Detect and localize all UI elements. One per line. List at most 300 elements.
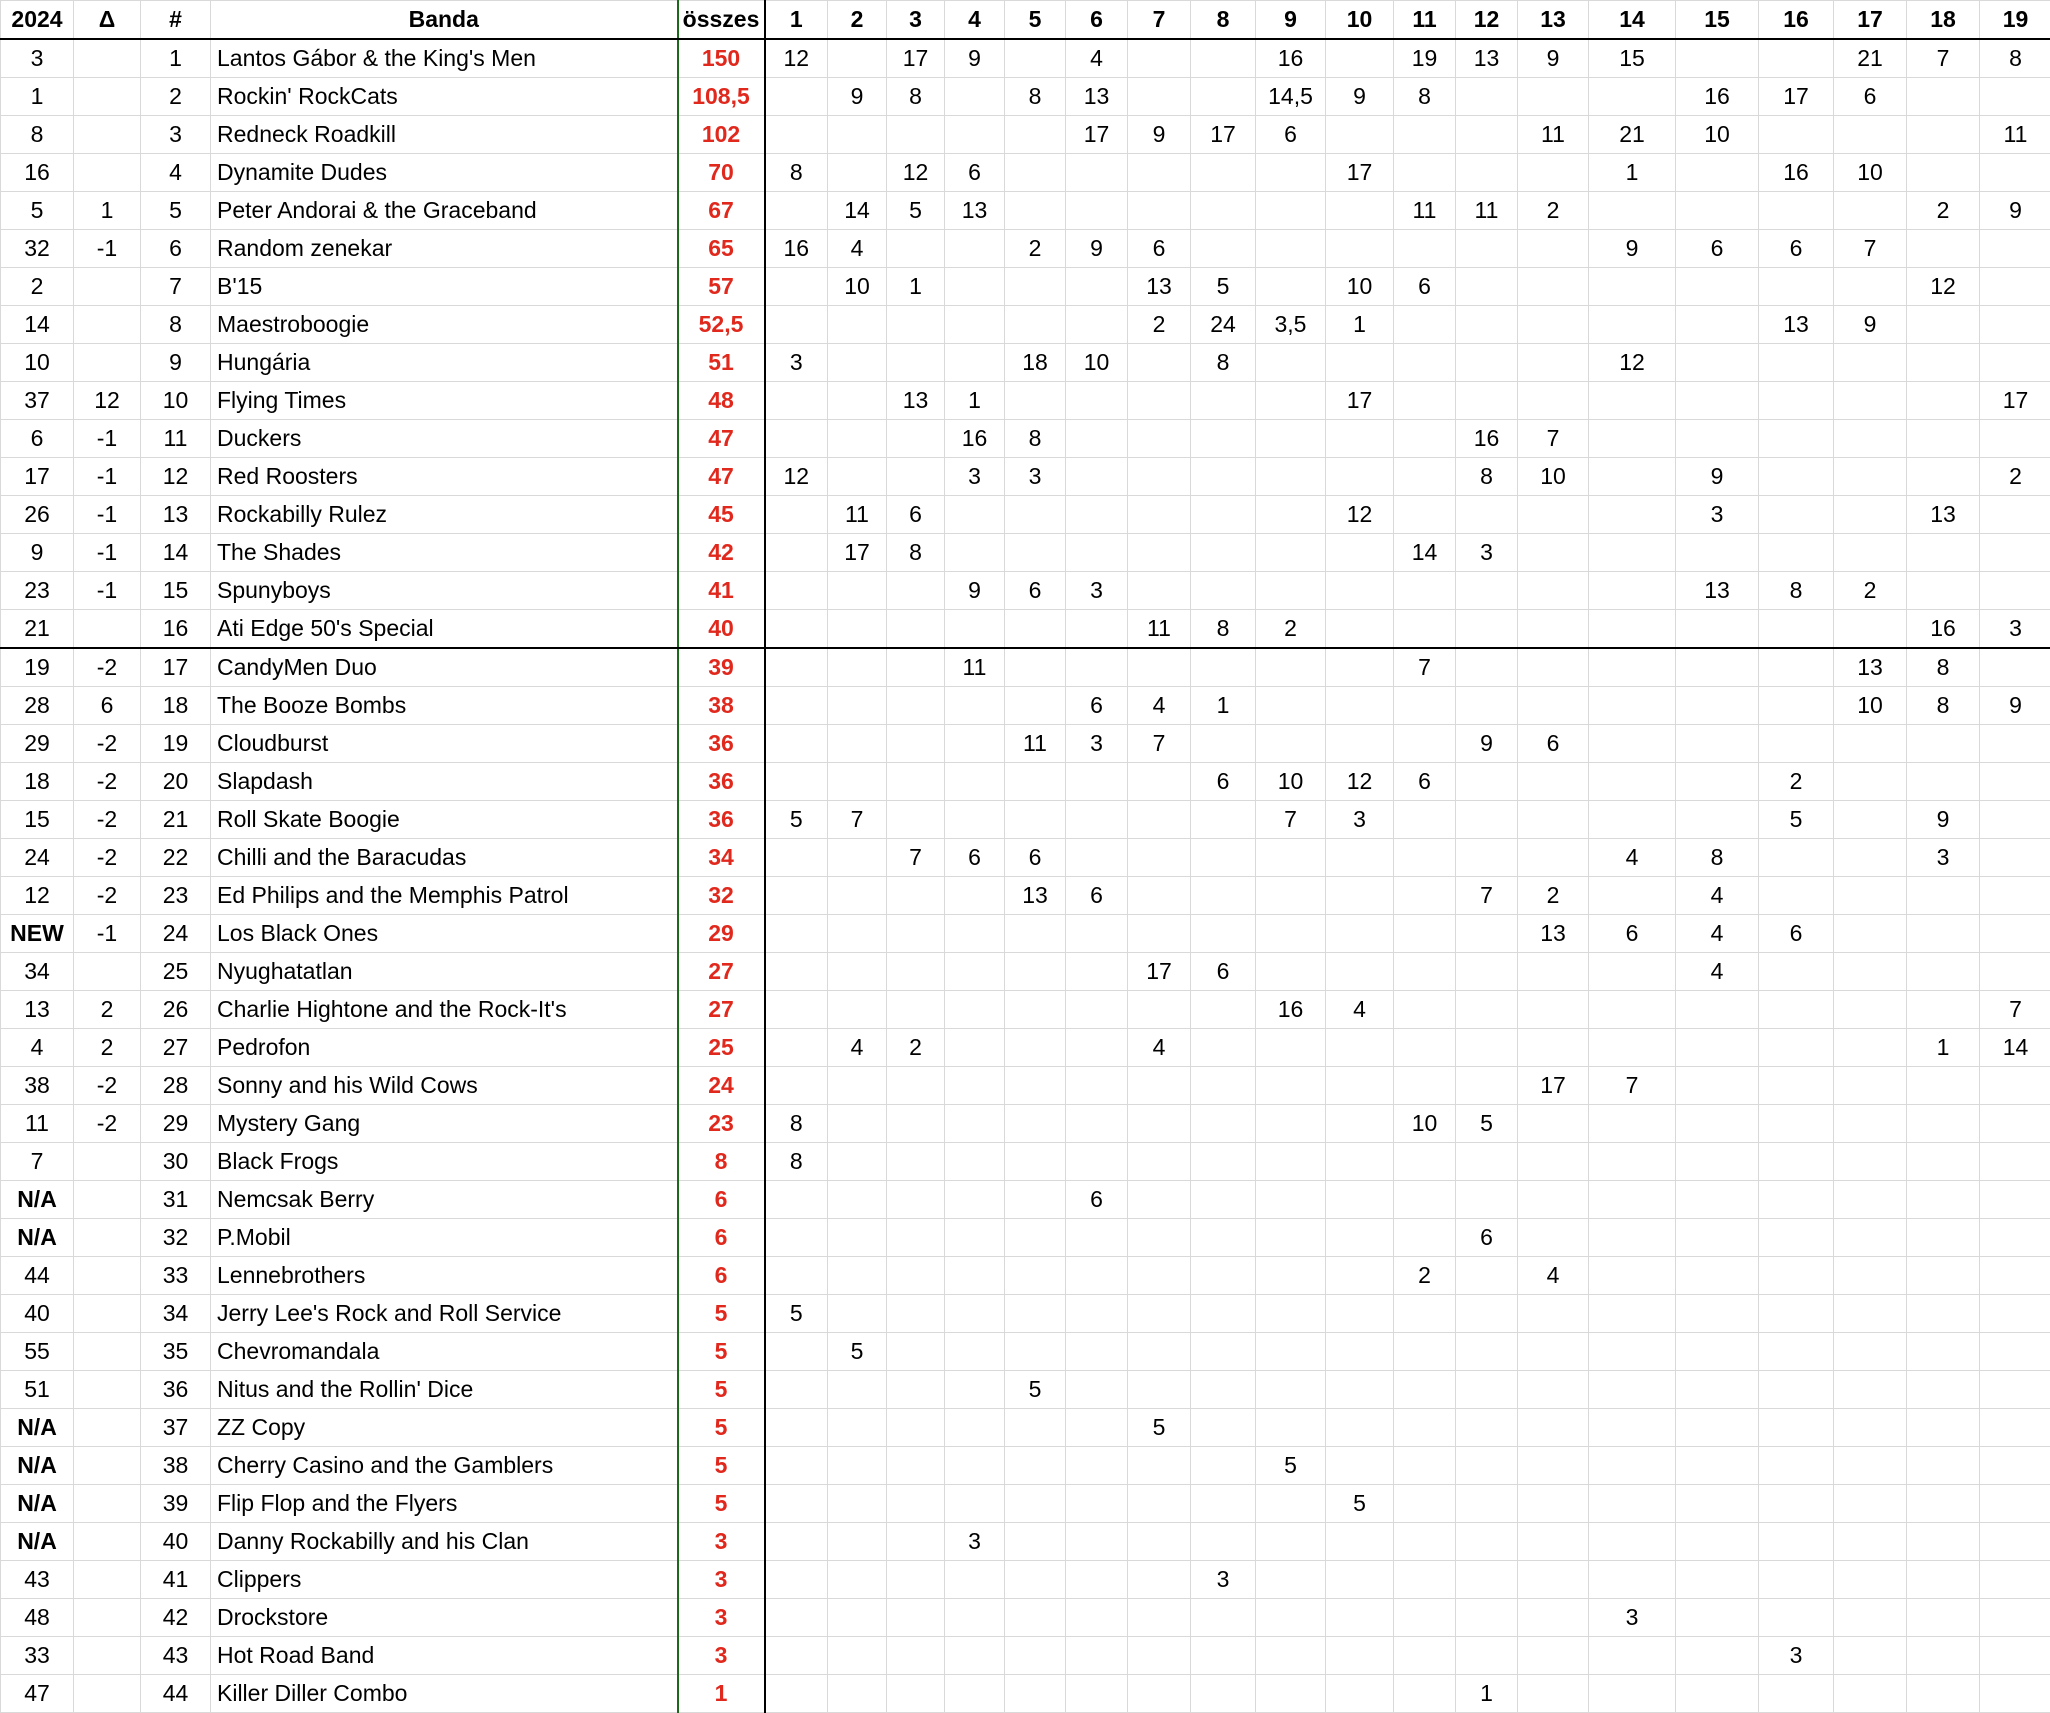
cell-week-1[interactable]	[765, 839, 828, 877]
cell-week-19[interactable]: 17	[1980, 382, 2050, 420]
cell-week-18[interactable]	[1907, 1371, 1980, 1409]
cell-week-6[interactable]	[1066, 1257, 1128, 1295]
cell-total[interactable]: 47	[678, 458, 765, 496]
cell-year[interactable]: NEW	[1, 915, 74, 953]
cell-week-8[interactable]	[1191, 496, 1256, 534]
cell-week-10[interactable]: 9	[1326, 78, 1394, 116]
cell-total[interactable]: 41	[678, 572, 765, 610]
cell-week-19[interactable]	[1980, 1599, 2050, 1637]
cell-week-11[interactable]	[1394, 877, 1456, 915]
cell-week-19[interactable]: 2	[1980, 458, 2050, 496]
cell-week-13[interactable]	[1518, 1029, 1589, 1067]
cell-week-19[interactable]	[1980, 877, 2050, 915]
cell-week-15[interactable]	[1676, 1675, 1759, 1713]
cell-week-10[interactable]	[1326, 610, 1394, 649]
cell-week-13[interactable]	[1518, 1561, 1589, 1599]
cell-total[interactable]: 3	[678, 1637, 765, 1675]
cell-year[interactable]: 40	[1, 1295, 74, 1333]
cell-delta[interactable]: -1	[74, 572, 141, 610]
cell-year[interactable]: N/A	[1, 1447, 74, 1485]
cell-week-9[interactable]	[1256, 1257, 1326, 1295]
cell-week-2[interactable]	[828, 154, 887, 192]
cell-week-13[interactable]	[1518, 1409, 1589, 1447]
cell-week-17[interactable]	[1834, 344, 1907, 382]
cell-week-1[interactable]	[765, 116, 828, 154]
cell-week-2[interactable]	[828, 382, 887, 420]
cell-week-11[interactable]	[1394, 458, 1456, 496]
cell-week-15[interactable]: 4	[1676, 915, 1759, 953]
cell-band[interactable]: Black Frogs	[211, 1143, 678, 1181]
cell-week-17[interactable]	[1834, 1675, 1907, 1713]
cell-week-11[interactable]	[1394, 1599, 1456, 1637]
cell-week-2[interactable]	[828, 1181, 887, 1219]
cell-week-18[interactable]: 8	[1907, 648, 1980, 687]
cell-week-14[interactable]: 3	[1589, 1599, 1676, 1637]
cell-week-16[interactable]	[1759, 1523, 1834, 1561]
cell-week-4[interactable]: 13	[945, 192, 1005, 230]
cell-week-2[interactable]: 10	[828, 268, 887, 306]
cell-week-7[interactable]	[1128, 1599, 1191, 1637]
cell-week-19[interactable]: 11	[1980, 116, 2050, 154]
cell-week-11[interactable]	[1394, 1675, 1456, 1713]
cell-week-9[interactable]	[1256, 687, 1326, 725]
cell-week-3[interactable]: 2	[887, 1029, 945, 1067]
cell-week-19[interactable]	[1980, 1257, 2050, 1295]
cell-week-9[interactable]	[1256, 1599, 1326, 1637]
cell-week-9[interactable]	[1256, 496, 1326, 534]
cell-week-17[interactable]: 2	[1834, 572, 1907, 610]
cell-week-3[interactable]	[887, 915, 945, 953]
cell-week-7[interactable]: 9	[1128, 116, 1191, 154]
cell-week-14[interactable]	[1589, 610, 1676, 649]
cell-week-2[interactable]	[828, 1219, 887, 1257]
cell-week-3[interactable]	[887, 1295, 945, 1333]
cell-week-11[interactable]: 11	[1394, 192, 1456, 230]
cell-total[interactable]: 36	[678, 725, 765, 763]
cell-week-7[interactable]	[1128, 458, 1191, 496]
cell-total[interactable]: 42	[678, 534, 765, 572]
cell-week-5[interactable]	[1005, 1029, 1066, 1067]
cell-week-1[interactable]	[765, 1561, 828, 1599]
cell-week-4[interactable]	[945, 687, 1005, 725]
cell-delta[interactable]	[74, 610, 141, 649]
cell-week-9[interactable]	[1256, 230, 1326, 268]
cell-delta[interactable]	[74, 344, 141, 382]
cell-week-6[interactable]: 6	[1066, 687, 1128, 725]
cell-week-19[interactable]	[1980, 1295, 2050, 1333]
cell-week-17[interactable]	[1834, 1447, 1907, 1485]
cell-rank[interactable]: 19	[141, 725, 211, 763]
cell-week-12[interactable]	[1456, 1333, 1518, 1371]
cell-week-15[interactable]: 13	[1676, 572, 1759, 610]
cell-week-9[interactable]	[1256, 1067, 1326, 1105]
cell-week-1[interactable]	[765, 1637, 828, 1675]
cell-week-17[interactable]	[1834, 116, 1907, 154]
cell-week-6[interactable]	[1066, 306, 1128, 344]
cell-week-13[interactable]	[1518, 268, 1589, 306]
cell-week-4[interactable]	[945, 1447, 1005, 1485]
cell-week-15[interactable]: 10	[1676, 116, 1759, 154]
cell-week-5[interactable]	[1005, 534, 1066, 572]
cell-week-4[interactable]	[945, 915, 1005, 953]
cell-rank[interactable]: 39	[141, 1485, 211, 1523]
cell-week-3[interactable]: 7	[887, 839, 945, 877]
cell-band[interactable]: Pedrofon	[211, 1029, 678, 1067]
cell-rank[interactable]: 25	[141, 953, 211, 991]
cell-week-9[interactable]	[1256, 382, 1326, 420]
cell-week-5[interactable]	[1005, 1447, 1066, 1485]
cell-week-2[interactable]	[828, 687, 887, 725]
cell-week-5[interactable]	[1005, 116, 1066, 154]
cell-week-7[interactable]: 6	[1128, 230, 1191, 268]
cell-week-8[interactable]	[1191, 1219, 1256, 1257]
cell-week-9[interactable]	[1256, 458, 1326, 496]
cell-week-11[interactable]	[1394, 1485, 1456, 1523]
cell-week-9[interactable]	[1256, 268, 1326, 306]
cell-delta[interactable]: 2	[74, 1029, 141, 1067]
cell-week-17[interactable]	[1834, 1181, 1907, 1219]
cell-week-5[interactable]	[1005, 1637, 1066, 1675]
cell-week-14[interactable]	[1589, 268, 1676, 306]
cell-week-17[interactable]	[1834, 1029, 1907, 1067]
cell-week-13[interactable]: 11	[1518, 116, 1589, 154]
cell-week-10[interactable]	[1326, 192, 1394, 230]
cell-week-9[interactable]	[1256, 1371, 1326, 1409]
cell-week-19[interactable]	[1980, 344, 2050, 382]
cell-week-12[interactable]	[1456, 572, 1518, 610]
cell-band[interactable]: Slapdash	[211, 763, 678, 801]
cell-week-17[interactable]	[1834, 1485, 1907, 1523]
cell-week-2[interactable]: 7	[828, 801, 887, 839]
cell-week-19[interactable]	[1980, 572, 2050, 610]
cell-year[interactable]: 7	[1, 1143, 74, 1181]
cell-week-8[interactable]: 5	[1191, 268, 1256, 306]
cell-week-14[interactable]	[1589, 192, 1676, 230]
cell-week-12[interactable]	[1456, 915, 1518, 953]
cell-delta[interactable]	[74, 1447, 141, 1485]
cell-week-6[interactable]	[1066, 496, 1128, 534]
cell-week-14[interactable]	[1589, 1561, 1676, 1599]
cell-week-16[interactable]	[1759, 1295, 1834, 1333]
cell-week-1[interactable]: 8	[765, 1105, 828, 1143]
cell-week-7[interactable]	[1128, 1143, 1191, 1181]
cell-week-4[interactable]	[945, 801, 1005, 839]
cell-week-17[interactable]	[1834, 991, 1907, 1029]
cell-week-5[interactable]	[1005, 1181, 1066, 1219]
cell-week-6[interactable]	[1066, 610, 1128, 649]
cell-rank[interactable]: 30	[141, 1143, 211, 1181]
cell-week-12[interactable]	[1456, 610, 1518, 649]
cell-week-16[interactable]: 17	[1759, 78, 1834, 116]
cell-week-16[interactable]	[1759, 496, 1834, 534]
cell-week-11[interactable]	[1394, 1067, 1456, 1105]
cell-week-6[interactable]	[1066, 154, 1128, 192]
cell-rank[interactable]: 37	[141, 1409, 211, 1447]
cell-week-9[interactable]	[1256, 1523, 1326, 1561]
cell-week-1[interactable]: 3	[765, 344, 828, 382]
cell-band[interactable]: Hungária	[211, 344, 678, 382]
cell-week-8[interactable]	[1191, 877, 1256, 915]
cell-week-16[interactable]	[1759, 1371, 1834, 1409]
cell-week-13[interactable]	[1518, 1485, 1589, 1523]
cell-week-4[interactable]	[945, 991, 1005, 1029]
cell-week-1[interactable]	[765, 1181, 828, 1219]
cell-week-12[interactable]: 13	[1456, 39, 1518, 78]
cell-week-19[interactable]	[1980, 1523, 2050, 1561]
cell-week-19[interactable]	[1980, 230, 2050, 268]
cell-week-1[interactable]	[765, 1371, 828, 1409]
cell-week-3[interactable]	[887, 1181, 945, 1219]
cell-week-12[interactable]: 7	[1456, 877, 1518, 915]
cell-week-13[interactable]	[1518, 1371, 1589, 1409]
cell-week-1[interactable]	[765, 610, 828, 649]
cell-week-8[interactable]	[1191, 1105, 1256, 1143]
cell-total[interactable]: 34	[678, 839, 765, 877]
cell-week-14[interactable]	[1589, 382, 1676, 420]
cell-week-2[interactable]	[828, 839, 887, 877]
cell-week-16[interactable]	[1759, 1675, 1834, 1713]
cell-week-5[interactable]	[1005, 1257, 1066, 1295]
cell-week-4[interactable]	[945, 534, 1005, 572]
cell-band[interactable]: Chilli and the Baracudas	[211, 839, 678, 877]
cell-week-4[interactable]: 6	[945, 154, 1005, 192]
cell-rank[interactable]: 4	[141, 154, 211, 192]
cell-week-15[interactable]	[1676, 268, 1759, 306]
cell-week-4[interactable]	[945, 306, 1005, 344]
cell-week-12[interactable]	[1456, 382, 1518, 420]
cell-week-6[interactable]	[1066, 1143, 1128, 1181]
cell-week-17[interactable]	[1834, 458, 1907, 496]
cell-week-2[interactable]	[828, 953, 887, 991]
cell-week-12[interactable]	[1456, 648, 1518, 687]
cell-delta[interactable]: 1	[74, 192, 141, 230]
cell-week-6[interactable]	[1066, 420, 1128, 458]
cell-delta[interactable]	[74, 1257, 141, 1295]
cell-week-13[interactable]	[1518, 1181, 1589, 1219]
cell-week-17[interactable]	[1834, 953, 1907, 991]
cell-week-3[interactable]: 12	[887, 154, 945, 192]
cell-week-8[interactable]	[1191, 39, 1256, 78]
cell-rank[interactable]: 29	[141, 1105, 211, 1143]
cell-week-14[interactable]	[1589, 1295, 1676, 1333]
cell-week-19[interactable]: 7	[1980, 991, 2050, 1029]
cell-week-1[interactable]	[765, 763, 828, 801]
cell-week-7[interactable]	[1128, 1485, 1191, 1523]
cell-rank[interactable]: 41	[141, 1561, 211, 1599]
cell-year[interactable]: 8	[1, 116, 74, 154]
cell-week-18[interactable]	[1907, 1485, 1980, 1523]
cell-year[interactable]: 4	[1, 1029, 74, 1067]
cell-band[interactable]: Nemcsak Berry	[211, 1181, 678, 1219]
cell-week-5[interactable]	[1005, 306, 1066, 344]
cell-week-1[interactable]: 8	[765, 1143, 828, 1181]
cell-week-18[interactable]	[1907, 1181, 1980, 1219]
cell-week-8[interactable]: 24	[1191, 306, 1256, 344]
cell-week-3[interactable]	[887, 1637, 945, 1675]
cell-week-2[interactable]	[828, 610, 887, 649]
cell-week-5[interactable]	[1005, 953, 1066, 991]
cell-week-16[interactable]	[1759, 268, 1834, 306]
cell-week-12[interactable]: 1	[1456, 1675, 1518, 1713]
cell-week-3[interactable]	[887, 1143, 945, 1181]
cell-week-4[interactable]	[945, 1599, 1005, 1637]
cell-week-9[interactable]	[1256, 1561, 1326, 1599]
cell-week-10[interactable]	[1326, 572, 1394, 610]
cell-week-3[interactable]	[887, 230, 945, 268]
cell-week-14[interactable]	[1589, 648, 1676, 687]
cell-band[interactable]: Clippers	[211, 1561, 678, 1599]
cell-week-5[interactable]	[1005, 154, 1066, 192]
cell-week-13[interactable]	[1518, 1599, 1589, 1637]
cell-week-1[interactable]	[765, 1333, 828, 1371]
cell-week-2[interactable]	[828, 1523, 887, 1561]
cell-week-1[interactable]: 16	[765, 230, 828, 268]
cell-week-16[interactable]	[1759, 1599, 1834, 1637]
cell-week-16[interactable]: 3	[1759, 1637, 1834, 1675]
cell-week-3[interactable]	[887, 1523, 945, 1561]
cell-week-19[interactable]	[1980, 1105, 2050, 1143]
cell-week-12[interactable]	[1456, 801, 1518, 839]
cell-week-1[interactable]	[765, 877, 828, 915]
cell-week-8[interactable]	[1191, 420, 1256, 458]
cell-week-6[interactable]	[1066, 991, 1128, 1029]
cell-week-18[interactable]	[1907, 1105, 1980, 1143]
cell-year[interactable]: 6	[1, 420, 74, 458]
cell-year[interactable]: 26	[1, 496, 74, 534]
cell-week-8[interactable]	[1191, 725, 1256, 763]
cell-rank[interactable]: 11	[141, 420, 211, 458]
cell-rank[interactable]: 27	[141, 1029, 211, 1067]
cell-week-19[interactable]	[1980, 1067, 2050, 1105]
cell-week-13[interactable]	[1518, 382, 1589, 420]
cell-week-14[interactable]	[1589, 1181, 1676, 1219]
cell-week-15[interactable]	[1676, 154, 1759, 192]
cell-week-8[interactable]: 8	[1191, 344, 1256, 382]
cell-week-14[interactable]	[1589, 1485, 1676, 1523]
cell-week-15[interactable]	[1676, 1599, 1759, 1637]
cell-week-7[interactable]	[1128, 1447, 1191, 1485]
cell-delta[interactable]	[74, 1637, 141, 1675]
cell-week-9[interactable]	[1256, 1029, 1326, 1067]
cell-week-18[interactable]	[1907, 534, 1980, 572]
cell-week-1[interactable]	[765, 1257, 828, 1295]
cell-week-9[interactable]	[1256, 572, 1326, 610]
cell-week-3[interactable]: 5	[887, 192, 945, 230]
cell-week-12[interactable]	[1456, 1485, 1518, 1523]
cell-rank[interactable]: 18	[141, 687, 211, 725]
cell-week-17[interactable]	[1834, 1067, 1907, 1105]
cell-week-8[interactable]	[1191, 1409, 1256, 1447]
cell-week-7[interactable]	[1128, 1675, 1191, 1713]
cell-week-8[interactable]	[1191, 1485, 1256, 1523]
cell-week-4[interactable]	[945, 763, 1005, 801]
cell-week-6[interactable]: 3	[1066, 572, 1128, 610]
cell-week-11[interactable]	[1394, 572, 1456, 610]
cell-week-14[interactable]	[1589, 991, 1676, 1029]
cell-week-8[interactable]	[1191, 1067, 1256, 1105]
header-week-18[interactable]: 18	[1907, 1, 1980, 40]
cell-year[interactable]: 21	[1, 610, 74, 649]
cell-week-8[interactable]	[1191, 839, 1256, 877]
cell-week-13[interactable]	[1518, 991, 1589, 1029]
cell-week-10[interactable]	[1326, 1257, 1394, 1295]
cell-week-6[interactable]	[1066, 1371, 1128, 1409]
cell-week-6[interactable]	[1066, 1675, 1128, 1713]
header-band[interactable]: Banda	[211, 1, 678, 40]
cell-week-12[interactable]	[1456, 78, 1518, 116]
cell-total[interactable]: 29	[678, 915, 765, 953]
cell-week-10[interactable]	[1326, 1599, 1394, 1637]
cell-week-10[interactable]	[1326, 1181, 1394, 1219]
cell-week-1[interactable]: 5	[765, 1295, 828, 1333]
cell-week-19[interactable]	[1980, 648, 2050, 687]
cell-week-14[interactable]: 15	[1589, 39, 1676, 78]
cell-week-9[interactable]	[1256, 725, 1326, 763]
cell-rank[interactable]: 33	[141, 1257, 211, 1295]
cell-week-9[interactable]	[1256, 648, 1326, 687]
cell-delta[interactable]	[74, 1485, 141, 1523]
cell-week-12[interactable]	[1456, 496, 1518, 534]
cell-week-6[interactable]	[1066, 953, 1128, 991]
cell-week-13[interactable]	[1518, 306, 1589, 344]
cell-week-19[interactable]	[1980, 1143, 2050, 1181]
cell-week-3[interactable]	[887, 648, 945, 687]
cell-week-10[interactable]	[1326, 1447, 1394, 1485]
cell-week-17[interactable]	[1834, 382, 1907, 420]
cell-rank[interactable]: 34	[141, 1295, 211, 1333]
cell-week-3[interactable]	[887, 458, 945, 496]
cell-week-19[interactable]	[1980, 534, 2050, 572]
cell-week-5[interactable]	[1005, 1675, 1066, 1713]
cell-band[interactable]: Drockstore	[211, 1599, 678, 1637]
cell-total[interactable]: 108,5	[678, 78, 765, 116]
cell-week-8[interactable]: 1	[1191, 687, 1256, 725]
cell-week-3[interactable]	[887, 725, 945, 763]
cell-band[interactable]: Lantos Gábor & the King's Men	[211, 39, 678, 78]
cell-week-5[interactable]: 18	[1005, 344, 1066, 382]
cell-rank[interactable]: 24	[141, 915, 211, 953]
cell-delta[interactable]	[74, 154, 141, 192]
cell-week-5[interactable]: 8	[1005, 78, 1066, 116]
cell-week-9[interactable]	[1256, 344, 1326, 382]
cell-week-12[interactable]	[1456, 1371, 1518, 1409]
cell-rank[interactable]: 7	[141, 268, 211, 306]
cell-week-6[interactable]	[1066, 915, 1128, 953]
cell-week-5[interactable]: 6	[1005, 572, 1066, 610]
cell-week-15[interactable]	[1676, 39, 1759, 78]
cell-week-3[interactable]: 8	[887, 78, 945, 116]
cell-week-11[interactable]	[1394, 610, 1456, 649]
cell-week-12[interactable]	[1456, 154, 1518, 192]
cell-week-4[interactable]	[945, 610, 1005, 649]
cell-week-8[interactable]	[1191, 991, 1256, 1029]
cell-week-13[interactable]: 9	[1518, 39, 1589, 78]
cell-week-19[interactable]	[1980, 1371, 2050, 1409]
cell-week-7[interactable]: 2	[1128, 306, 1191, 344]
cell-week-2[interactable]	[828, 39, 887, 78]
cell-week-1[interactable]	[765, 687, 828, 725]
cell-band[interactable]: Danny Rockabilly and his Clan	[211, 1523, 678, 1561]
cell-week-18[interactable]	[1907, 382, 1980, 420]
cell-week-12[interactable]	[1456, 1637, 1518, 1675]
cell-week-5[interactable]: 2	[1005, 230, 1066, 268]
cell-week-17[interactable]	[1834, 1409, 1907, 1447]
cell-week-10[interactable]	[1326, 344, 1394, 382]
cell-week-12[interactable]: 11	[1456, 192, 1518, 230]
cell-week-10[interactable]: 10	[1326, 268, 1394, 306]
cell-week-3[interactable]	[887, 1409, 945, 1447]
cell-week-16[interactable]	[1759, 382, 1834, 420]
